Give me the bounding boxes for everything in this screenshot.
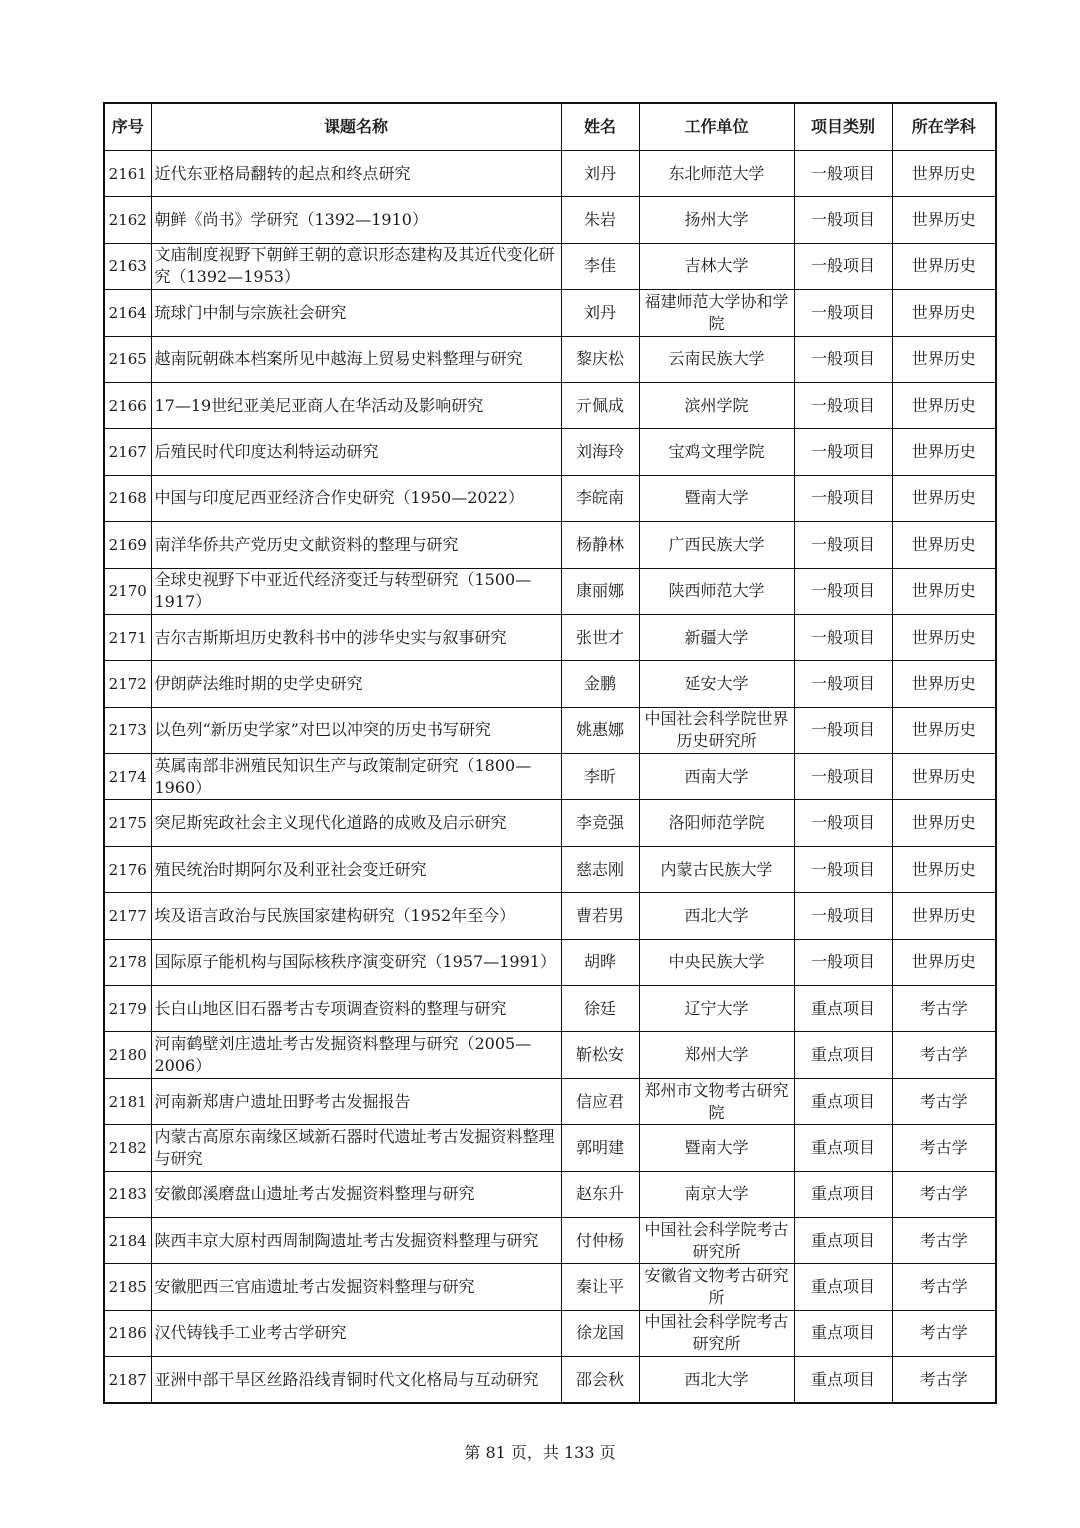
table-row <box>104 661 996 707</box>
cell-seq: 2172 <box>104 661 151 707</box>
cell-title: 越南阮朝硃本档案所见中越海上贸易史料整理与研究 <box>151 336 561 382</box>
cell-category: 一般项目 <box>794 568 892 614</box>
cell-category: 重点项目 <box>794 1125 892 1171</box>
cell-title: 汉代铸钱手工业考古学研究 <box>151 1310 561 1356</box>
cell-unit: 西北大学 <box>639 1357 794 1403</box>
cell-name: 姚惠娜 <box>561 707 639 753</box>
cell-title: 后殖民时代印度达利特运动研究 <box>151 429 561 475</box>
cell-name: 刘海玲 <box>561 429 639 475</box>
cell-name: 张世才 <box>561 614 639 660</box>
table-body <box>104 151 996 1404</box>
cell-discipline: 考古学 <box>892 986 996 1032</box>
table-row <box>104 614 996 660</box>
cell-category: 一般项目 <box>794 614 892 660</box>
cell-discipline: 考古学 <box>892 1078 996 1124</box>
cell-name: 信应君 <box>561 1078 639 1124</box>
table-row <box>104 382 996 428</box>
cell-seq: 2181 <box>104 1078 151 1124</box>
cell-name: 付仲杨 <box>561 1217 639 1263</box>
cell-seq: 2177 <box>104 893 151 939</box>
header-unit: 工作单位 <box>639 103 794 151</box>
cell-name: 金鹏 <box>561 661 639 707</box>
cell-category: 一般项目 <box>794 197 892 243</box>
cell-unit: 辽宁大学 <box>639 986 794 1032</box>
cell-name: 李竞强 <box>561 800 639 846</box>
header-category: 项目类别 <box>794 103 892 151</box>
cell-category: 一般项目 <box>794 939 892 985</box>
cell-title: 河南鹤壁刘庄遗址考古发掘资料整理与研究（2005—2006） <box>151 1032 561 1078</box>
cell-title: 安徽郎溪磨盘山遗址考古发掘资料整理与研究 <box>151 1171 561 1217</box>
header-title: 课题名称 <box>151 103 561 151</box>
cell-title: 埃及语言政治与民族国家建构研究（1952年至今） <box>151 893 561 939</box>
cell-name: 李皖南 <box>561 475 639 521</box>
table-row <box>104 522 996 568</box>
cell-title: 殖民统治时期阿尔及利亚社会变迁研究 <box>151 846 561 892</box>
cell-name: 曹若男 <box>561 893 639 939</box>
table-row <box>104 151 996 197</box>
cell-unit: 吉林大学 <box>639 243 794 289</box>
cell-discipline: 世界历史 <box>892 429 996 475</box>
cell-name: 李昕 <box>561 754 639 800</box>
header-name: 姓名 <box>561 103 639 151</box>
cell-name: 朱岩 <box>561 197 639 243</box>
table-row <box>104 939 996 985</box>
cell-name: 康丽娜 <box>561 568 639 614</box>
cell-category: 一般项目 <box>794 243 892 289</box>
cell-name: 刘丹 <box>561 151 639 197</box>
table-row <box>104 800 996 846</box>
cell-seq: 2173 <box>104 707 151 753</box>
cell-discipline: 考古学 <box>892 1310 996 1356</box>
cell-discipline: 考古学 <box>892 1125 996 1171</box>
table-row <box>104 1357 996 1403</box>
cell-unit: 云南民族大学 <box>639 336 794 382</box>
project-table-container <box>103 102 995 1404</box>
table-row <box>104 1310 996 1356</box>
cell-title: 安徽肥西三官庙遗址考古发掘资料整理与研究 <box>151 1264 561 1310</box>
cell-category: 一般项目 <box>794 475 892 521</box>
table-row <box>104 1171 996 1217</box>
cell-seq: 2166 <box>104 382 151 428</box>
cell-seq: 2179 <box>104 986 151 1032</box>
cell-seq: 2176 <box>104 846 151 892</box>
cell-category: 一般项目 <box>794 846 892 892</box>
cell-unit: 陕西师范大学 <box>639 568 794 614</box>
cell-discipline: 世界历史 <box>892 475 996 521</box>
cell-unit: 宝鸡文理学院 <box>639 429 794 475</box>
cell-discipline: 世界历史 <box>892 754 996 800</box>
cell-unit: 郑州大学 <box>639 1032 794 1078</box>
cell-discipline: 考古学 <box>892 1217 996 1263</box>
cell-category: 一般项目 <box>794 800 892 846</box>
page-footer: 第 81 页，共 133 页 <box>464 1443 616 1462</box>
cell-discipline: 世界历史 <box>892 243 996 289</box>
cell-unit: 中央民族大学 <box>639 939 794 985</box>
cell-unit: 西北大学 <box>639 893 794 939</box>
cell-category: 一般项目 <box>794 754 892 800</box>
table-row <box>104 986 996 1032</box>
cell-name: 郭明建 <box>561 1125 639 1171</box>
table-row <box>104 290 996 336</box>
cell-unit: 西南大学 <box>639 754 794 800</box>
cell-title: 朝鲜《尚书》学研究（1392—1910） <box>151 197 561 243</box>
cell-seq: 2187 <box>104 1357 151 1403</box>
cell-title: 亚洲中部干旱区丝路沿线青铜时代文化格局与互动研究 <box>151 1357 561 1403</box>
cell-title: 17—19世纪亚美尼亚商人在华活动及影响研究 <box>151 382 561 428</box>
cell-seq: 2163 <box>104 243 151 289</box>
cell-category: 重点项目 <box>794 1310 892 1356</box>
cell-title: 陕西丰京大原村西周制陶遗址考古发掘资料整理与研究 <box>151 1217 561 1263</box>
cell-unit: 延安大学 <box>639 661 794 707</box>
table-row <box>104 197 996 243</box>
table-row <box>104 1125 996 1171</box>
cell-title: 伊朗萨法维时期的史学史研究 <box>151 661 561 707</box>
cell-discipline: 考古学 <box>892 1264 996 1310</box>
cell-discipline: 世界历史 <box>892 151 996 197</box>
table-row <box>104 1264 996 1310</box>
cell-discipline: 世界历史 <box>892 846 996 892</box>
table-row <box>104 429 996 475</box>
cell-seq: 2178 <box>104 939 151 985</box>
cell-category: 重点项目 <box>794 1357 892 1403</box>
cell-name: 胡晔 <box>561 939 639 985</box>
cell-name: 杨静林 <box>561 522 639 568</box>
cell-seq: 2167 <box>104 429 151 475</box>
cell-category: 一般项目 <box>794 336 892 382</box>
cell-unit: 中国社会科学院考古研究所 <box>639 1217 794 1263</box>
table-row <box>104 1217 996 1263</box>
cell-seq: 2165 <box>104 336 151 382</box>
cell-seq: 2185 <box>104 1264 151 1310</box>
table-row <box>104 1032 996 1078</box>
cell-seq: 2168 <box>104 475 151 521</box>
header-discipline: 所在学科 <box>892 103 996 151</box>
cell-seq: 2182 <box>104 1125 151 1171</box>
cell-seq: 2186 <box>104 1310 151 1356</box>
cell-seq: 2162 <box>104 197 151 243</box>
cell-name: 秦让平 <box>561 1264 639 1310</box>
cell-name: 邵会秋 <box>561 1357 639 1403</box>
cell-unit: 中国社会科学院考古研究所 <box>639 1310 794 1356</box>
cell-title: 琉球门中制与宗族社会研究 <box>151 290 561 336</box>
cell-seq: 2175 <box>104 800 151 846</box>
cell-discipline: 考古学 <box>892 1171 996 1217</box>
cell-discipline: 世界历史 <box>892 661 996 707</box>
cell-title: 全球史视野下中亚近代经济变迁与转型研究（1500—1917） <box>151 568 561 614</box>
cell-discipline: 世界历史 <box>892 382 996 428</box>
cell-name: 亓佩成 <box>561 382 639 428</box>
cell-category: 重点项目 <box>794 1078 892 1124</box>
cell-category: 重点项目 <box>794 1171 892 1217</box>
cell-title: 以色列“新历史学家”对巴以冲突的历史书写研究 <box>151 707 561 753</box>
cell-seq: 2183 <box>104 1171 151 1217</box>
cell-title: 长白山地区旧石器考古专项调查资料的整理与研究 <box>151 986 561 1032</box>
cell-unit: 暨南大学 <box>639 475 794 521</box>
cell-name: 李佳 <box>561 243 639 289</box>
cell-name: 徐廷 <box>561 986 639 1032</box>
table-row <box>104 475 996 521</box>
cell-name: 徐龙国 <box>561 1310 639 1356</box>
cell-title: 文庙制度视野下朝鲜王朝的意识形态建构及其近代变化研究（1392—1953） <box>151 243 561 289</box>
cell-unit: 郑州市文物考古研究院 <box>639 1078 794 1124</box>
cell-unit: 洛阳师范学院 <box>639 800 794 846</box>
cell-seq: 2184 <box>104 1217 151 1263</box>
cell-category: 一般项目 <box>794 290 892 336</box>
cell-discipline: 世界历史 <box>892 522 996 568</box>
table-row <box>104 707 996 753</box>
table-header-row <box>104 103 996 151</box>
cell-discipline: 世界历史 <box>892 893 996 939</box>
cell-title: 国际原子能机构与国际核秩序演变研究（1957—1991） <box>151 939 561 985</box>
cell-category: 重点项目 <box>794 1264 892 1310</box>
cell-seq: 2169 <box>104 522 151 568</box>
table-row <box>104 754 996 800</box>
header-seq: 序号 <box>104 103 151 151</box>
cell-discipline: 考古学 <box>892 1357 996 1403</box>
cell-category: 一般项目 <box>794 707 892 753</box>
cell-discipline: 世界历史 <box>892 800 996 846</box>
cell-seq: 2174 <box>104 754 151 800</box>
cell-category: 一般项目 <box>794 522 892 568</box>
table-row <box>104 1078 996 1124</box>
cell-seq: 2180 <box>104 1032 151 1078</box>
cell-title: 内蒙古高原东南缘区域新石器时代遗址考古发掘资料整理与研究 <box>151 1125 561 1171</box>
table-row <box>104 568 996 614</box>
cell-unit: 滨州学院 <box>639 382 794 428</box>
cell-category: 重点项目 <box>794 1217 892 1263</box>
cell-name: 慈志刚 <box>561 846 639 892</box>
cell-category: 一般项目 <box>794 151 892 197</box>
cell-discipline: 世界历史 <box>892 197 996 243</box>
cell-title: 英属南部非洲殖民知识生产与政策制定研究（1800—1960） <box>151 754 561 800</box>
cell-unit: 南京大学 <box>639 1171 794 1217</box>
cell-title: 突尼斯宪政社会主义现代化道路的成败及启示研究 <box>151 800 561 846</box>
cell-unit: 新疆大学 <box>639 614 794 660</box>
cell-unit: 扬州大学 <box>639 197 794 243</box>
project-table <box>103 102 997 1404</box>
cell-unit: 东北师范大学 <box>639 151 794 197</box>
cell-name: 刘丹 <box>561 290 639 336</box>
cell-discipline: 世界历史 <box>892 939 996 985</box>
cell-seq: 2161 <box>104 151 151 197</box>
cell-title: 南洋华侨共产党历史文献资料的整理与研究 <box>151 522 561 568</box>
cell-category: 一般项目 <box>794 382 892 428</box>
cell-category: 一般项目 <box>794 893 892 939</box>
cell-unit: 福建师范大学协和学院 <box>639 290 794 336</box>
cell-unit: 中国社会科学院世界历史研究所 <box>639 707 794 753</box>
cell-seq: 2171 <box>104 614 151 660</box>
cell-category: 一般项目 <box>794 661 892 707</box>
table-row <box>104 893 996 939</box>
cell-discipline: 世界历史 <box>892 336 996 382</box>
cell-category: 重点项目 <box>794 986 892 1032</box>
table-row <box>104 336 996 382</box>
cell-discipline: 世界历史 <box>892 568 996 614</box>
cell-title: 吉尔吉斯斯坦历史教科书中的涉华史实与叙事研究 <box>151 614 561 660</box>
cell-seq: 2170 <box>104 568 151 614</box>
table-row <box>104 846 996 892</box>
cell-title: 河南新郑唐户遗址田野考古发掘报告 <box>151 1078 561 1124</box>
cell-discipline: 世界历史 <box>892 614 996 660</box>
cell-unit: 内蒙古民族大学 <box>639 846 794 892</box>
cell-unit: 安徽省文物考古研究所 <box>639 1264 794 1310</box>
cell-category: 一般项目 <box>794 429 892 475</box>
cell-name: 黎庆松 <box>561 336 639 382</box>
cell-name: 赵东升 <box>561 1171 639 1217</box>
cell-category: 重点项目 <box>794 1032 892 1078</box>
cell-title: 近代东亚格局翻转的起点和终点研究 <box>151 151 561 197</box>
table-row <box>104 243 996 289</box>
cell-title: 中国与印度尼西亚经济合作史研究（1950—2022） <box>151 475 561 521</box>
cell-discipline: 世界历史 <box>892 707 996 753</box>
cell-unit: 广西民族大学 <box>639 522 794 568</box>
cell-name: 靳松安 <box>561 1032 639 1078</box>
cell-discipline: 考古学 <box>892 1032 996 1078</box>
cell-seq: 2164 <box>104 290 151 336</box>
cell-unit: 暨南大学 <box>639 1125 794 1171</box>
cell-discipline: 世界历史 <box>892 290 996 336</box>
